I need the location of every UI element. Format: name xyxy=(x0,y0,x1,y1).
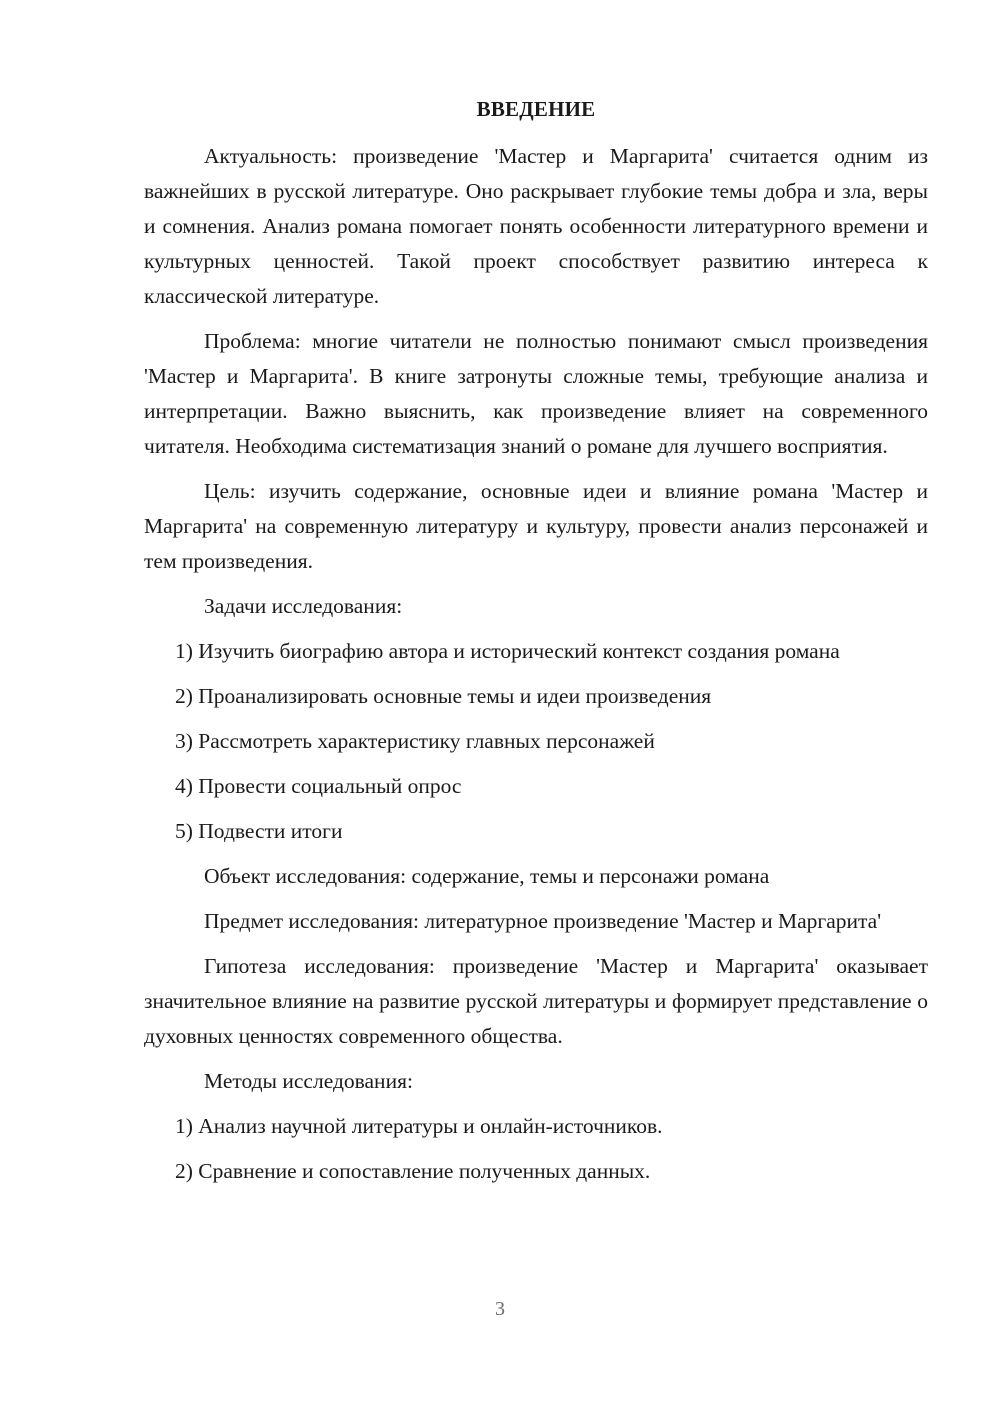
task-item: 1) Изучить биографию автора и исторический контекст создания романа xyxy=(175,639,840,663)
subject-paragraph: Предмет исследования: литературное произведение 'Мастер и Маргарита' xyxy=(204,909,882,933)
document-page xyxy=(144,92,928,1199)
page-number: 3 xyxy=(495,1298,505,1320)
task-item: 3) Рассмотреть характеристику главных персонажей xyxy=(175,729,655,753)
object-paragraph: Объект исследования: содержание, темы и персонажи романа xyxy=(204,864,770,888)
goal-paragraph: Цель: изучить содержание, основные идеи и влияние романа 'Мастер и Маргарита' на современную литературу и культуру, провести анализ персонажей и тем произведения. xyxy=(144,479,928,573)
problem-paragraph: Проблема: многие читатели не полностью понимают смысл произведения 'Мастер и Маргарита'. В книге затронуты сложные темы, требующие анализа и интерпретации. Важно выяснить, как произведение влияет на современного читателя. Необходима систематизация знаний о романе для лучшего восприятия. xyxy=(144,329,928,458)
hypothesis-paragraph: Гипотеза исследования: произведение 'Мастер и Маргарита' оказывает значительное влияние на развитие русской литературы и формирует представление о духовных ценностях современного общества. xyxy=(144,954,928,1048)
methods-heading: Методы исследования: xyxy=(204,1069,413,1093)
tasks-heading: Задачи исследования: xyxy=(204,594,403,618)
section-title: ВВЕДЕНИЕ xyxy=(476,97,596,121)
task-item: 5) Подвести итоги xyxy=(175,819,343,843)
task-item: 4) Провести социальный опрос xyxy=(175,774,462,798)
method-item: 2) Сравнение и сопоставление полученных данных. xyxy=(175,1159,651,1183)
task-item: 2) Проанализировать основные темы и идеи произведения xyxy=(175,684,712,708)
relevance-paragraph: Актуальность: произведение 'Мастер и Маргарита' считается одним из важнейших в русской литературе. Оно раскрывает глубокие темы добра и зла, веры и сомнения. Анализ романа помогает понять особенности литературного времени и культурных ценностей. Такой проект способствует развитию интереса к классической литературе. xyxy=(144,144,928,308)
method-item: 1) Анализ научной литературы и онлайн-источников. xyxy=(175,1114,663,1138)
